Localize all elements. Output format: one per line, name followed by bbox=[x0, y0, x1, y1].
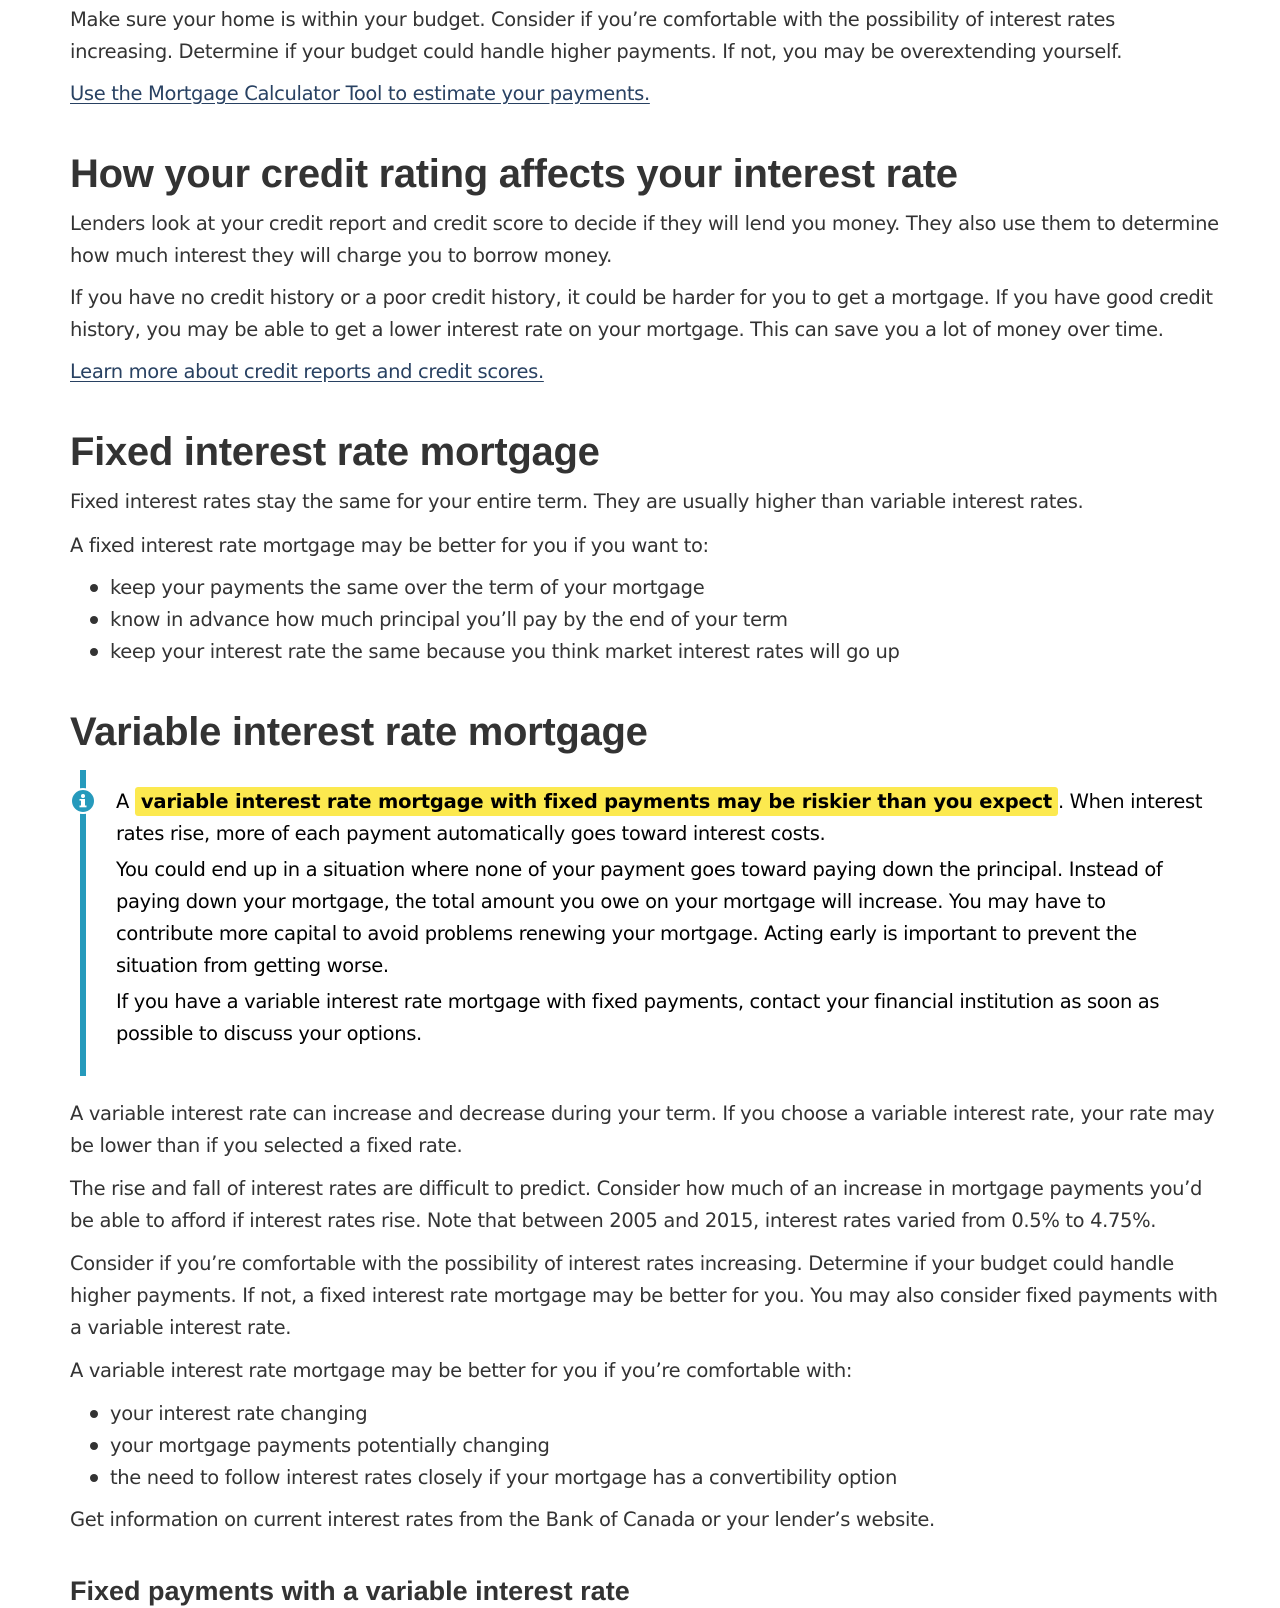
callout-highlight: variable interest rate mortgage with fixed payments may be riskier than you expect bbox=[135, 787, 1058, 816]
list-item: your interest rate changing bbox=[110, 1398, 1220, 1430]
credit-rating-heading: How your credit rating affects your interest rate bbox=[70, 152, 958, 196]
article-content bbox=[70, 0, 1220, 756]
credit-paragraph-2: If you have no credit history or a poor credit history, it could be harder for you to get a mortgage. If you have good credit history, you may be able to get a lower interest rate on your mortgage. This can save you a lot of money over time. bbox=[70, 286, 1213, 341]
fixed-paragraph-1: Fixed interest rates stay the same for your entire term. They are usually higher than variable interest rates. bbox=[70, 490, 1084, 513]
info-callout bbox=[80, 770, 1210, 1076]
callout-paragraph-1 bbox=[116, 786, 1208, 850]
list-item: know in advance how much principal you’ll pay by the end of your term bbox=[110, 604, 1220, 636]
variable-paragraph-1: A variable interest rate can increase and decrease during your term. If you choose a variable interest rate, your rate may be lower than if you selected a fixed rate. bbox=[70, 1102, 1215, 1157]
callout-paragraph-2: You could end up in a situation where none of your payment goes toward paying down the principal. Instead of paying down your mortgage, the total amount you owe on your mortgage will increase. You may have to contribute more capital to avoid problems renewing your mortgage. Acting early is important to prevent the situation from getting worse. bbox=[116, 858, 1163, 977]
fixed-payments-heading: Fixed payments with a variable interest rate bbox=[70, 1576, 630, 1606]
list-item: keep your payments the same over the term of your mortgage bbox=[110, 572, 1220, 604]
fixed-paragraph-2: A fixed interest rate mortgage may be better for you if you want to: bbox=[70, 534, 709, 557]
variable-rate-heading: Variable interest rate mortgage bbox=[70, 710, 648, 754]
credit-paragraph-1: Lenders look at your credit report and credit score to decide if they will lend you money. They also use them to determine how much interest they will charge you to borrow money. bbox=[70, 212, 1219, 267]
list-item: the need to follow interest rates closely if your mortgage has a convertibility option bbox=[110, 1462, 1220, 1494]
article-content-continued bbox=[70, 1098, 1220, 1608]
fixed-rate-heading: Fixed interest rate mortgage bbox=[70, 430, 600, 474]
variable-paragraph-5: Get information on current interest rates from the Bank of Canada or your lender’s website. bbox=[70, 1508, 935, 1531]
list-item: keep your interest rate the same because you think market interest rates will go up bbox=[110, 636, 1220, 668]
info-icon bbox=[70, 788, 96, 814]
callout-suffix: . When interest rates rise, more of each payment automatically goes toward interest costs. bbox=[116, 790, 1203, 845]
variable-paragraph-2: The rise and fall of interest rates are difficult to predict. Consider how much of an increase in mortgage payments you’d be able to afford if interest rates rise. Note that between 2005 and 2015, interest rates varied from 0.5% to 4.75%. bbox=[70, 1177, 1203, 1232]
callout-body bbox=[116, 786, 1208, 1050]
budget-paragraph: Make sure your home is within your budget. Consider if you’re comfortable with the possibility of interest rates increasing. Determine if your budget could handle higher payments. If not, you may be overextending yourself. bbox=[70, 8, 1123, 63]
credit-link-line bbox=[70, 356, 1220, 388]
credit-reports-link[interactable]: Learn more about credit reports and credit scores. bbox=[70, 360, 544, 383]
fixed-benefits-list bbox=[70, 572, 1220, 668]
variable-benefits-list bbox=[70, 1398, 1220, 1494]
calculator-link-line bbox=[70, 78, 1220, 110]
mortgage-calculator-link[interactable]: Use the Mortgage Calculator Tool to estimate your payments. bbox=[70, 82, 650, 105]
callout-prefix: A bbox=[116, 790, 135, 813]
callout-paragraph-3: If you have a variable interest rate mortgage with fixed payments, contact your financial institution as soon as possible to discuss your options. bbox=[116, 990, 1160, 1045]
list-item: your mortgage payments potentially changing bbox=[110, 1430, 1220, 1462]
variable-paragraph-4: A variable interest rate mortgage may be better for you if you’re comfortable with: bbox=[70, 1359, 853, 1382]
callout-accent-bar bbox=[80, 770, 86, 1076]
variable-paragraph-3: Consider if you’re comfortable with the possibility of interest rates increasing. Determine if your budget could handle higher payments. If not, a fixed interest rate mortgage may be better for you. You may also consider fixed payments with a variable interest rate. bbox=[70, 1252, 1218, 1339]
